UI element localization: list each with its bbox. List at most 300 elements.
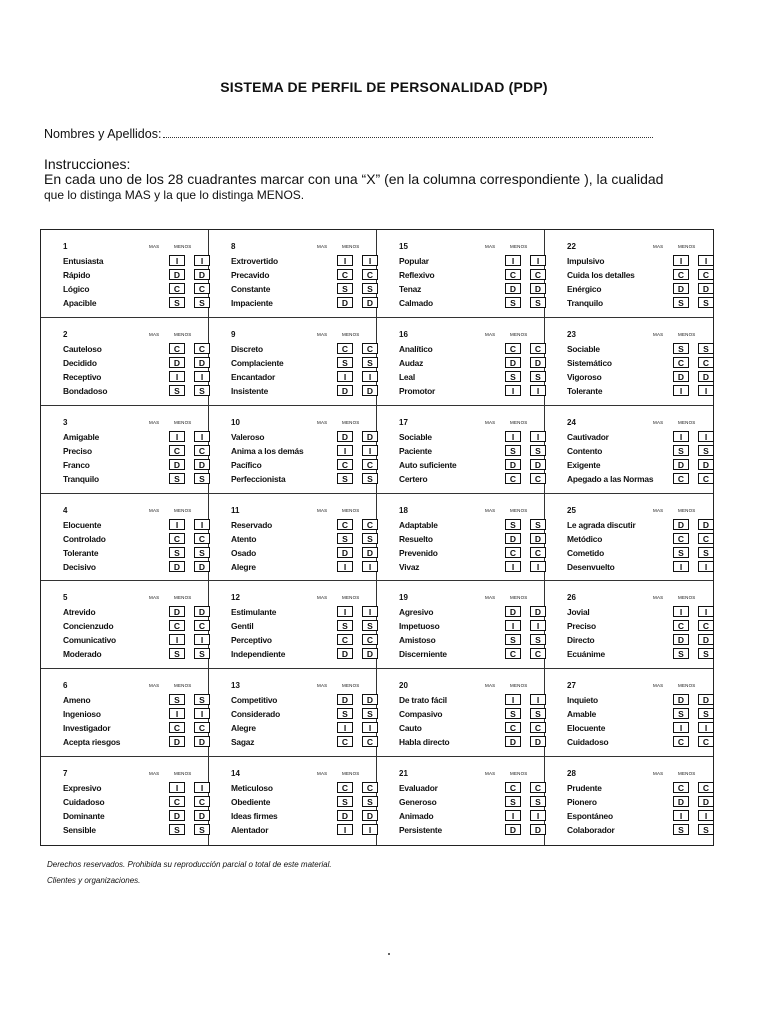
mas-checkbox[interactable]: S xyxy=(169,473,185,484)
mas-checkbox[interactable]: C xyxy=(505,648,521,659)
menos-checkbox[interactable]: C xyxy=(362,782,378,793)
mas-checkbox[interactable]: I xyxy=(169,708,185,719)
menos-checkbox[interactable]: I xyxy=(698,255,714,266)
menos-checkbox[interactable]: D xyxy=(698,371,714,382)
menos-checkbox[interactable]: I xyxy=(698,431,714,442)
menos-checkbox[interactable]: I xyxy=(362,445,378,456)
quality-row xyxy=(63,694,203,707)
menos-checkbox[interactable]: D xyxy=(698,459,714,470)
menos-checkbox[interactable]: C xyxy=(530,648,546,659)
mas-checkbox[interactable]: I xyxy=(505,255,521,266)
quadrant-number: 4 xyxy=(63,505,68,515)
quadrant xyxy=(41,494,209,582)
mas-checkbox[interactable]: C xyxy=(673,269,689,280)
quality-row xyxy=(399,810,539,823)
menos-checkbox[interactable]: I xyxy=(194,371,210,382)
quality-label: Discerniente xyxy=(399,649,447,660)
mas-checkbox[interactable]: D xyxy=(505,736,521,747)
mas-checkbox[interactable]: C xyxy=(337,459,353,470)
menos-checkbox[interactable]: D xyxy=(194,561,210,572)
menos-checkbox[interactable]: C xyxy=(194,722,210,733)
quadrant-number: 24 xyxy=(567,417,576,427)
mas-checkbox[interactable]: I xyxy=(673,561,689,572)
menos-checkbox[interactable]: I xyxy=(362,722,378,733)
menos-checkbox[interactable]: C xyxy=(194,796,210,807)
column-header-mas: MAS xyxy=(149,244,160,249)
quality-label: Tolerante xyxy=(63,547,99,558)
quality-label: Gentil xyxy=(231,621,254,632)
mas-checkbox[interactable]: S xyxy=(337,533,353,544)
menos-checkbox[interactable]: D xyxy=(698,796,714,807)
mas-checkbox[interactable]: C xyxy=(337,634,353,645)
mas-checkbox[interactable]: I xyxy=(505,431,521,442)
mas-checkbox[interactable]: S xyxy=(505,445,521,456)
menos-checkbox[interactable]: I xyxy=(530,431,546,442)
mas-checkbox[interactable]: S xyxy=(169,694,185,705)
mas-checkbox[interactable]: D xyxy=(673,371,689,382)
quality-row xyxy=(231,269,374,282)
mas-checkbox[interactable]: S xyxy=(505,371,521,382)
menos-checkbox[interactable]: C xyxy=(362,634,378,645)
mas-checkbox[interactable]: C xyxy=(673,473,689,484)
quality-label: Apacible xyxy=(63,298,97,308)
menos-checkbox[interactable]: C xyxy=(530,547,546,558)
mas-checkbox[interactable]: C xyxy=(505,722,521,733)
mas-checkbox[interactable]: C xyxy=(169,445,185,456)
menos-checkbox[interactable]: I xyxy=(362,824,378,835)
menos-checkbox[interactable]: C xyxy=(530,782,546,793)
menos-checkbox[interactable]: C xyxy=(698,357,714,368)
quality-row xyxy=(567,269,710,282)
menos-checkbox[interactable]: D xyxy=(194,736,210,747)
mas-checkbox[interactable]: I xyxy=(337,445,353,456)
column-header-mas: MAS xyxy=(317,331,328,337)
mas-checkbox[interactable]: D xyxy=(337,694,353,705)
mas-checkbox[interactable]: S xyxy=(505,796,521,807)
mas-checkbox[interactable]: D xyxy=(673,796,689,807)
menos-checkbox[interactable]: D xyxy=(362,547,378,558)
mas-checkbox[interactable]: C xyxy=(505,473,521,484)
quadrant xyxy=(209,669,377,757)
menos-checkbox[interactable]: D xyxy=(362,648,378,659)
menos-checkbox[interactable]: I xyxy=(194,431,210,442)
column-header-menos: MENOS xyxy=(342,419,360,425)
mas-checkbox[interactable]: S xyxy=(673,824,689,835)
footer-copyright: Derechos reservados. Prohibida su reproducción parcial o total de este material. xyxy=(47,860,332,869)
quality-label: Popular xyxy=(399,256,429,266)
menos-checkbox[interactable]: I xyxy=(194,255,210,266)
menos-checkbox[interactable]: D xyxy=(698,519,714,530)
menos-checkbox[interactable]: S xyxy=(362,796,378,807)
mas-checkbox[interactable]: C xyxy=(673,533,689,544)
mas-checkbox[interactable]: D xyxy=(505,533,521,544)
column-header-menos: MENOS xyxy=(510,507,528,513)
menos-checkbox[interactable]: S xyxy=(698,547,714,558)
menos-checkbox[interactable]: D xyxy=(530,824,546,835)
mas-checkbox[interactable]: I xyxy=(505,620,521,631)
mas-checkbox[interactable]: C xyxy=(673,736,689,747)
menos-checkbox[interactable]: C xyxy=(698,782,714,793)
mas-checkbox[interactable]: I xyxy=(673,255,689,266)
mas-checkbox[interactable]: D xyxy=(505,824,521,835)
menos-checkbox[interactable]: I xyxy=(362,606,378,617)
mas-checkbox[interactable]: I xyxy=(673,810,689,821)
mas-checkbox[interactable]: D xyxy=(337,547,353,558)
mas-checkbox[interactable]: I xyxy=(169,634,185,645)
quality-label: Receptivo xyxy=(63,371,102,382)
column-header-mas: MAS xyxy=(485,331,496,337)
menos-checkbox[interactable]: C xyxy=(698,269,714,280)
column-header-mas: MAS xyxy=(317,244,328,249)
mas-checkbox[interactable]: C xyxy=(169,722,185,733)
menos-checkbox[interactable]: S xyxy=(530,796,546,807)
mas-checkbox[interactable]: D xyxy=(505,357,521,368)
name-dotted-line[interactable] xyxy=(163,127,653,138)
quality-row xyxy=(231,620,371,633)
mas-checkbox[interactable]: I xyxy=(337,824,353,835)
mas-checkbox[interactable]: C xyxy=(337,519,353,530)
quality-label: Colaborador xyxy=(567,825,615,836)
quality-row xyxy=(567,824,707,837)
mas-checkbox[interactable]: I xyxy=(169,431,185,442)
menos-checkbox[interactable]: I xyxy=(698,606,714,617)
menos-checkbox[interactable]: D xyxy=(530,459,546,470)
mas-checkbox[interactable]: I xyxy=(169,519,185,530)
quadrant xyxy=(545,406,713,494)
mas-checkbox[interactable]: S xyxy=(169,648,185,659)
quality-row xyxy=(567,606,707,619)
quality-label: Vivaz xyxy=(399,561,420,572)
mas-checkbox[interactable]: C xyxy=(169,620,185,631)
mas-checkbox[interactable]: D xyxy=(673,634,689,645)
menos-checkbox[interactable]: S xyxy=(698,445,714,456)
quality-row xyxy=(567,547,707,560)
mas-checkbox[interactable]: S xyxy=(505,297,521,308)
menos-checkbox[interactable]: S xyxy=(194,547,210,558)
quality-label: Comunicativo xyxy=(63,635,116,646)
menos-checkbox[interactable]: D xyxy=(362,297,378,308)
mas-checkbox[interactable]: D xyxy=(337,297,353,308)
mas-checkbox[interactable]: S xyxy=(673,708,689,719)
quality-row xyxy=(231,547,374,560)
mas-checkbox[interactable]: C xyxy=(169,796,185,807)
mas-checkbox[interactable]: D xyxy=(673,694,689,705)
menos-checkbox[interactable]: C xyxy=(194,445,210,456)
quadrant-number: 26 xyxy=(567,593,576,603)
menos-checkbox[interactable]: S xyxy=(362,533,378,544)
quality-label: Amigable xyxy=(63,431,100,442)
mas-checkbox[interactable]: D xyxy=(673,519,689,530)
mas-checkbox[interactable]: D xyxy=(169,357,185,368)
quality-row xyxy=(399,357,542,370)
quality-label: Alentador xyxy=(231,825,269,836)
menos-checkbox[interactable]: S xyxy=(698,297,714,308)
menos-checkbox[interactable]: D xyxy=(194,459,210,470)
menos-checkbox[interactable]: S xyxy=(194,297,210,308)
quality-label: Decisivo xyxy=(63,561,96,572)
name-field[interactable] xyxy=(44,127,653,141)
column-header-mas: MAS xyxy=(149,331,160,337)
quadrant-number: 8 xyxy=(231,242,236,251)
quality-label: Persistente xyxy=(399,825,442,836)
mas-checkbox[interactable]: D xyxy=(337,810,353,821)
menos-checkbox[interactable]: I xyxy=(194,708,210,719)
mas-checkbox[interactable]: S xyxy=(673,547,689,558)
menos-checkbox[interactable]: S xyxy=(194,473,210,484)
quadrant xyxy=(377,230,545,318)
menos-checkbox[interactable]: S xyxy=(530,634,546,645)
mas-checkbox[interactable]: S xyxy=(169,385,185,396)
menos-checkbox[interactable]: C xyxy=(530,269,546,280)
menos-checkbox[interactable]: C xyxy=(362,459,378,470)
menos-checkbox[interactable]: C xyxy=(698,736,714,747)
quality-label: Cauteloso xyxy=(63,343,102,354)
quadrant-number: 25 xyxy=(567,505,576,515)
mas-checkbox[interactable]: S xyxy=(505,519,521,530)
mas-checkbox[interactable]: C xyxy=(505,782,521,793)
mas-checkbox[interactable]: I xyxy=(169,255,185,266)
menos-checkbox[interactable]: I xyxy=(362,371,378,382)
menos-checkbox[interactable]: D xyxy=(362,431,378,442)
mas-checkbox[interactable]: D xyxy=(337,431,353,442)
mas-checkbox[interactable]: I xyxy=(673,606,689,617)
quality-label: Sociable xyxy=(567,343,600,354)
mas-checkbox[interactable]: I xyxy=(169,782,185,793)
mas-checkbox[interactable]: C xyxy=(505,343,521,354)
quality-label: Evaluador xyxy=(399,783,438,794)
mas-checkbox[interactable]: S xyxy=(169,824,185,835)
quality-row xyxy=(399,708,539,721)
mas-checkbox[interactable]: S xyxy=(673,648,689,659)
mas-checkbox[interactable]: I xyxy=(169,371,185,382)
menos-checkbox[interactable]: S xyxy=(194,824,210,835)
quality-row xyxy=(399,634,539,647)
mas-checkbox[interactable]: C xyxy=(505,269,521,280)
menos-checkbox[interactable]: D xyxy=(698,694,714,705)
mas-checkbox[interactable]: I xyxy=(337,255,353,266)
quadrant-number: 2 xyxy=(63,329,68,339)
quality-row xyxy=(63,371,203,384)
mas-checkbox[interactable]: D xyxy=(505,459,521,470)
menos-checkbox[interactable]: I xyxy=(530,561,546,572)
menos-checkbox[interactable]: C xyxy=(362,343,378,354)
menos-checkbox[interactable]: I xyxy=(698,722,714,733)
quality-label: Metódico xyxy=(567,533,603,544)
quality-row xyxy=(63,269,206,282)
menos-checkbox[interactable]: C xyxy=(698,473,714,484)
menos-checkbox[interactable]: C xyxy=(362,269,378,280)
menos-checkbox[interactable]: S xyxy=(194,385,210,396)
quality-label: Discreto xyxy=(231,343,263,354)
menos-checkbox[interactable]: S xyxy=(698,708,714,719)
menos-checkbox[interactable]: D xyxy=(194,810,210,821)
menos-checkbox[interactable]: C xyxy=(194,343,210,354)
quality-row xyxy=(399,694,539,707)
mas-checkbox[interactable]: S xyxy=(337,796,353,807)
menos-checkbox[interactable]: S xyxy=(362,357,378,368)
mas-checkbox[interactable]: D xyxy=(169,810,185,821)
menos-checkbox[interactable]: C xyxy=(194,283,210,294)
mas-checkbox[interactable]: S xyxy=(337,708,353,719)
menos-checkbox[interactable]: S xyxy=(530,297,546,308)
mas-checkbox[interactable]: S xyxy=(337,473,353,484)
mas-checkbox[interactable]: C xyxy=(505,547,521,558)
menos-checkbox[interactable]: C xyxy=(698,620,714,631)
menos-checkbox[interactable]: I xyxy=(530,810,546,821)
quality-label: Amistoso xyxy=(399,635,436,646)
menos-checkbox[interactable]: C xyxy=(530,343,546,354)
menos-checkbox[interactable]: S xyxy=(530,708,546,719)
menos-checkbox[interactable]: D xyxy=(530,606,546,617)
mas-checkbox[interactable]: D xyxy=(169,561,185,572)
menos-checkbox[interactable]: C xyxy=(194,533,210,544)
column-header-menos: MENOS xyxy=(174,771,192,777)
menos-checkbox[interactable]: S xyxy=(530,371,546,382)
mas-checkbox[interactable]: I xyxy=(337,606,353,617)
menos-checkbox[interactable]: S xyxy=(698,343,714,354)
menos-checkbox[interactable]: D xyxy=(362,694,378,705)
mas-checkbox[interactable]: C xyxy=(337,782,353,793)
menos-checkbox[interactable]: D xyxy=(362,810,378,821)
menos-checkbox[interactable]: I xyxy=(194,782,210,793)
menos-checkbox[interactable]: C xyxy=(698,533,714,544)
menos-checkbox[interactable]: S xyxy=(362,620,378,631)
mas-checkbox[interactable]: D xyxy=(505,606,521,617)
mas-checkbox[interactable]: S xyxy=(337,357,353,368)
mas-checkbox[interactable]: S xyxy=(673,343,689,354)
mas-checkbox[interactable]: C xyxy=(337,269,353,280)
mas-checkbox[interactable]: D xyxy=(337,385,353,396)
menos-checkbox[interactable]: I xyxy=(362,561,378,572)
quality-label: Dominante xyxy=(63,811,105,822)
menos-checkbox[interactable]: C xyxy=(362,736,378,747)
mas-checkbox[interactable]: D xyxy=(169,269,185,280)
mas-checkbox[interactable]: D xyxy=(673,283,689,294)
menos-checkbox[interactable]: S xyxy=(194,694,210,705)
menos-checkbox[interactable]: D xyxy=(194,357,210,368)
menos-checkbox[interactable]: S xyxy=(530,519,546,530)
column-header-mas: MAS xyxy=(317,771,328,777)
mas-checkbox[interactable]: S xyxy=(337,283,353,294)
mas-checkbox[interactable]: C xyxy=(337,736,353,747)
mas-checkbox[interactable]: C xyxy=(169,343,185,354)
mas-checkbox[interactable]: C xyxy=(337,343,353,354)
quality-label: Cuidadoso xyxy=(567,737,609,748)
mas-checkbox[interactable]: C xyxy=(673,357,689,368)
menos-checkbox[interactable]: C xyxy=(194,620,210,631)
quality-label: Estimulante xyxy=(231,607,277,618)
menos-checkbox[interactable]: D xyxy=(698,634,714,645)
mas-checkbox[interactable]: D xyxy=(505,283,521,294)
menos-checkbox[interactable]: S xyxy=(698,824,714,835)
mas-checkbox[interactable]: I xyxy=(505,561,521,572)
mas-checkbox[interactable]: I xyxy=(337,371,353,382)
menos-checkbox[interactable]: I xyxy=(698,810,714,821)
menos-checkbox[interactable]: D xyxy=(530,736,546,747)
menos-checkbox[interactable]: D xyxy=(698,283,714,294)
mas-checkbox[interactable]: S xyxy=(673,445,689,456)
mas-checkbox[interactable]: I xyxy=(673,722,689,733)
mas-checkbox[interactable]: S xyxy=(169,547,185,558)
mas-checkbox[interactable]: I xyxy=(673,431,689,442)
quality-row xyxy=(63,736,206,749)
mas-checkbox[interactable]: I xyxy=(337,722,353,733)
mas-checkbox[interactable]: S xyxy=(505,634,521,645)
mas-checkbox[interactable]: I xyxy=(337,561,353,572)
mas-checkbox[interactable]: C xyxy=(673,782,689,793)
mas-checkbox[interactable]: S xyxy=(169,297,185,308)
mas-checkbox[interactable]: C xyxy=(169,533,185,544)
quality-row xyxy=(231,343,374,356)
menos-checkbox[interactable]: I xyxy=(530,694,546,705)
mas-checkbox[interactable]: S xyxy=(505,708,521,719)
mas-checkbox[interactable]: S xyxy=(673,297,689,308)
mas-checkbox[interactable]: I xyxy=(673,385,689,396)
menos-checkbox[interactable]: C xyxy=(530,722,546,733)
mas-checkbox[interactable]: D xyxy=(673,459,689,470)
mas-checkbox[interactable]: D xyxy=(169,606,185,617)
quadrant-number: 1 xyxy=(63,242,68,251)
menos-checkbox[interactable]: I xyxy=(698,561,714,572)
quality-label: Le agrada discutir xyxy=(567,519,636,530)
menos-checkbox[interactable]: I xyxy=(530,255,546,266)
menos-checkbox[interactable]: S xyxy=(530,445,546,456)
menos-checkbox[interactable]: S xyxy=(194,648,210,659)
menos-checkbox[interactable]: C xyxy=(362,519,378,530)
menos-checkbox[interactable]: D xyxy=(530,357,546,368)
quality-row xyxy=(231,648,374,661)
mas-checkbox[interactable]: D xyxy=(169,459,185,470)
quality-row xyxy=(567,722,707,735)
mas-checkbox[interactable]: S xyxy=(337,620,353,631)
menos-checkbox[interactable]: I xyxy=(698,385,714,396)
quality-row xyxy=(63,606,206,619)
quality-row xyxy=(567,648,707,661)
quality-label: Osado xyxy=(231,547,257,558)
column-header-mas: MAS xyxy=(317,507,328,513)
mas-checkbox[interactable]: D xyxy=(337,648,353,659)
menos-checkbox[interactable]: D xyxy=(362,385,378,396)
quality-label: Reservado xyxy=(231,519,273,530)
mas-checkbox[interactable]: C xyxy=(169,283,185,294)
quality-label: Inquieto xyxy=(567,695,598,706)
menos-checkbox[interactable]: D xyxy=(194,606,210,617)
menos-checkbox[interactable]: S xyxy=(362,708,378,719)
menos-checkbox[interactable]: D xyxy=(530,283,546,294)
mas-checkbox[interactable]: I xyxy=(505,810,521,821)
menos-checkbox[interactable]: S xyxy=(362,283,378,294)
quality-row xyxy=(399,343,542,356)
menos-checkbox[interactable]: I xyxy=(530,620,546,631)
quality-label: Entusiasta xyxy=(63,256,104,266)
mas-checkbox[interactable]: I xyxy=(505,385,521,396)
mas-checkbox[interactable]: D xyxy=(169,736,185,747)
mas-checkbox[interactable]: C xyxy=(673,620,689,631)
menos-checkbox[interactable]: S xyxy=(362,473,378,484)
quality-row xyxy=(63,824,203,837)
menos-checkbox[interactable]: I xyxy=(530,385,546,396)
menos-checkbox[interactable]: I xyxy=(194,634,210,645)
menos-checkbox[interactable]: I xyxy=(362,255,378,266)
menos-checkbox[interactable]: S xyxy=(698,648,714,659)
menos-checkbox[interactable]: D xyxy=(194,269,210,280)
quality-row xyxy=(63,620,206,633)
menos-checkbox[interactable]: I xyxy=(194,519,210,530)
quality-label: Lógico xyxy=(63,284,90,294)
menos-checkbox[interactable]: D xyxy=(530,533,546,544)
mas-checkbox[interactable]: I xyxy=(505,694,521,705)
menos-checkbox[interactable]: C xyxy=(530,473,546,484)
